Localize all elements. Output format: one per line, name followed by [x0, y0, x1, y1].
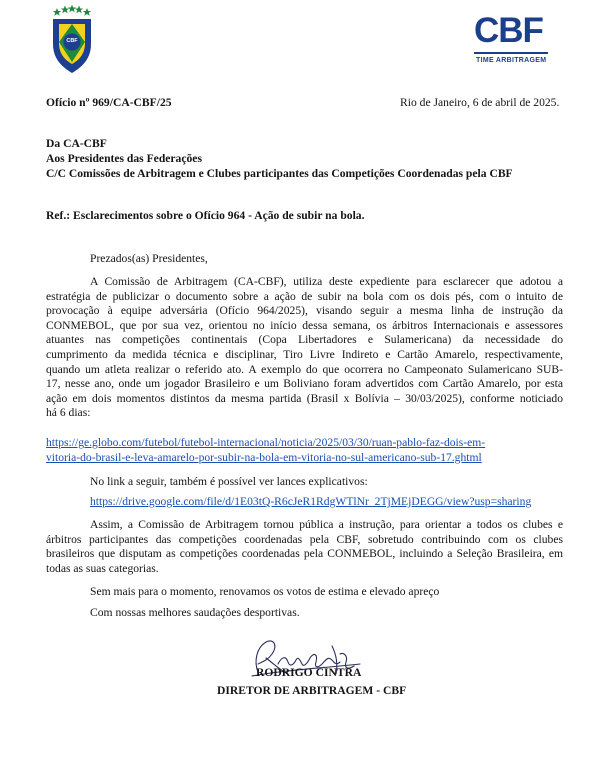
reference-line: Ref.: Esclarecimentos sobre o Ofício 964 - Ação de subir na bola.: [46, 209, 365, 222]
logo-subtitle: TIME ARBITRAGEM: [476, 57, 547, 64]
paragraph-1-line: quando um atleta realizar o referido ato. A exemplo do que ocorrera no Campeonato Sulamericano SUB-: [46, 362, 563, 376]
from-line: Da CA-CBF: [46, 137, 107, 150]
news-link-line[interactable]: vitoria-do-brasil-e-leva-amarelo-por-subir-na-bola-em-vitoria-no-sul-americano-sub-17.ghtml: [46, 450, 482, 464]
paragraph-1-line: cumprimento da medida técnica e disciplinar, Tiro Livre Indireto e Cartão Amarelo, respectivamente,: [46, 347, 563, 361]
logo-text: CBF: [474, 11, 543, 50]
paragraph-1-line: estratégia de publicizar o documento sobre a ação de subir na bola com os dois pés, com o intuito de: [46, 289, 563, 303]
drive-link[interactable]: https://drive.google.com/file/d/1E03tQ-R6cJeR1RdgWTlNr_2TjMEjDEGG/view?usp=sharing: [90, 495, 532, 508]
cbf-crest-text: CBF: [66, 38, 78, 44]
paragraph-1: [46, 275, 563, 421]
paragraph-1-line: há 6 dias:: [46, 406, 91, 420]
paragraph-3-line: brasileiros que disputam as competições coordenadas pela CONMEBOL, incluindo a Seleção Brasileira, em: [46, 547, 563, 561]
paragraph-1-line: 17, nesse ano, onde um jogador Brasileiro e um Boliviano foram advertidos com Cartão Amarelo, por esta: [46, 377, 563, 391]
paragraph-5: Com nossas melhores saudações desportivas.: [90, 606, 300, 619]
paragraph-1-line: provocação à equipe adversária (Ofício 964/2025), visando seguir a mesma linha de instrução da: [46, 304, 563, 318]
paragraph-1-line: atuantes nas competições continentais (Copa Libertadores e Sulamericana) da necessidade do: [46, 333, 563, 347]
cc-line: C/C Comissões de Arbitragem e Clubes participantes das Competições Coordenadas pela CBF: [46, 167, 513, 180]
to-line: Aos Presidentes das Federações: [46, 152, 202, 165]
signer-title: DIRETOR DE ARBITRAGEM - CBF: [217, 684, 407, 697]
logo-divider: [474, 52, 548, 54]
news-link[interactable]: [46, 436, 563, 465]
news-link-line[interactable]: https://ge.globo.com/futebol/futebol-internacional/noticia/2025/03/30/ruan-pablo-faz-dois-em-: [46, 436, 486, 449]
paragraph-1-line: ação em dois momentos distintos da mesma partida (Brasil x Bolívia – 30/03/2025), conforme noticiado: [46, 391, 563, 405]
paragraph-3-line: Assim, a Comissão de Arbitragem tornou pública a instrução, para orientar a todos os clubes e: [90, 518, 563, 531]
paragraph-2: No link a seguir, também é possível ver lances explicativos:: [90, 475, 368, 488]
place-date: Rio de Janeiro, 6 de abril de 2025.: [400, 96, 560, 109]
cbf-arbitragem-logo: [468, 12, 558, 74]
paragraph-3: [46, 518, 563, 576]
salutation: Prezados(as) Presidentes,: [90, 252, 208, 265]
paragraph-1-line: A Comissão de Arbitragem (CA-CBF), utiliza deste expediente para esclarecer que adotou a: [90, 275, 563, 288]
cbf-crest: [50, 4, 94, 76]
paragraph-3-line: todas as suas categorias.: [46, 561, 159, 575]
paragraph-4: Sem mais para o momento, renovamos os votos de estima e elevado apreço: [90, 585, 440, 598]
paragraph-1-line: CONMEBOL, que por sua vez, orientou no início dessa semana, os árbitros Internacionais e assessores: [46, 318, 563, 332]
signer-name: RODRIGO CINTRA: [256, 666, 362, 679]
paragraph-3-line: árbitros participantes das competições coordenadas pela CBF, sobretudo contribuindo com os clubes: [46, 532, 563, 546]
letter-number: Ofício nº 969/CA-CBF/25: [46, 96, 172, 109]
